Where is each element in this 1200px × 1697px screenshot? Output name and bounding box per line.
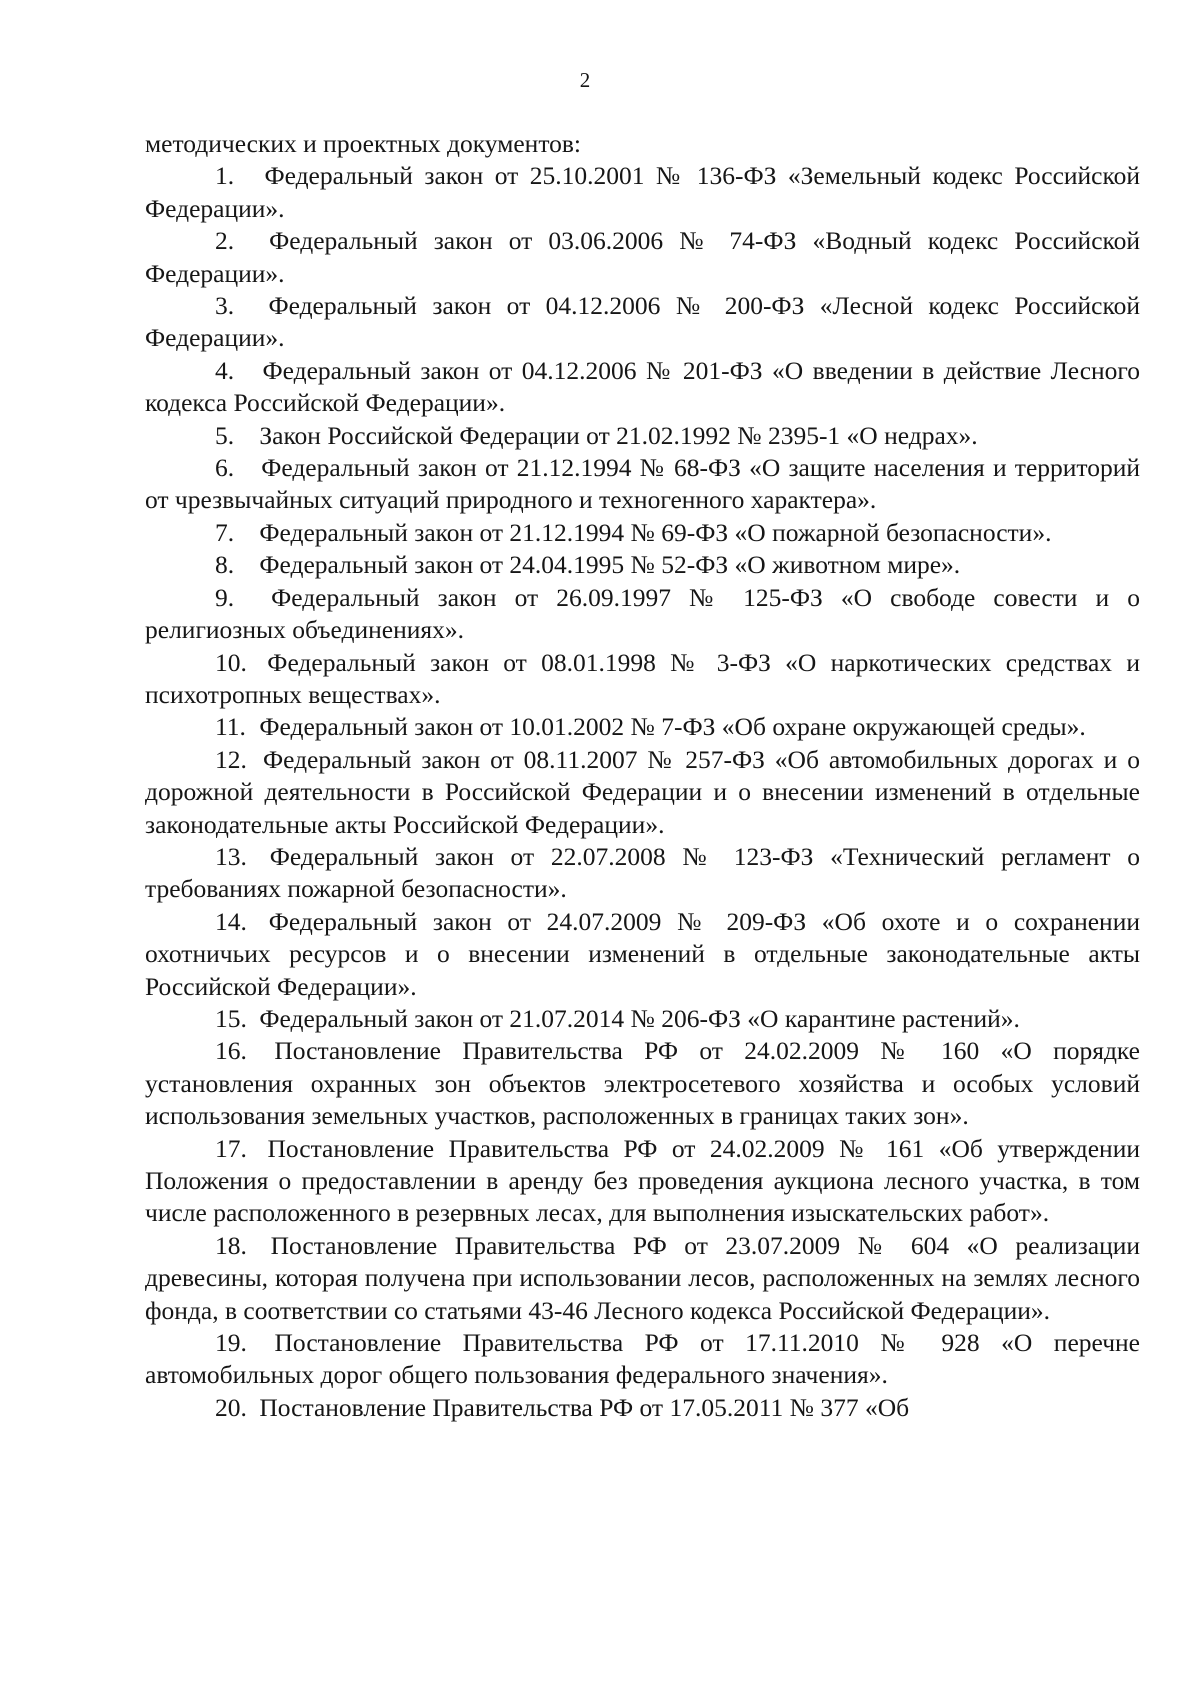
item-text: Федеральный закон от 22.07.2008 № 123-ФЗ «Технический регламент о требованиях пожарной безопасности». xyxy=(145,841,1141,904)
list-item-5 xyxy=(145,420,1140,452)
item-number: 19. xyxy=(215,1328,247,1358)
item-number: 5. xyxy=(215,420,235,450)
item-number: 6. xyxy=(215,453,235,483)
list-item-20 xyxy=(145,1392,1140,1424)
list-item-12 xyxy=(145,744,1140,841)
list-item-2 xyxy=(145,225,1140,290)
item-text: Федеральный закон от 04.12.2006 № 201-ФЗ «О введении в действие Лесного кодекса Российской Федерации». xyxy=(145,355,1140,418)
item-number: 15. xyxy=(215,1003,247,1033)
item-text: Федеральный закон от 08.01.1998 № 3-ФЗ «О наркотических средствах и психотропных веществах». xyxy=(145,647,1141,709)
item-number: 8. xyxy=(215,550,235,580)
item-number: 1. xyxy=(215,161,235,191)
item-text: Федеральный закон от 24.07.2009 № 209-ФЗ «Об охоте и о сохранении охотничьих ресурсов и о внесении изменений в отдельные законодательные акты Российской Федерации». xyxy=(145,906,1140,1001)
list-item-1 xyxy=(145,160,1140,225)
item-text: Федеральный закон от 26.09.1997 № 125-ФЗ «О свободе совести и о религиозных объединениях». xyxy=(145,582,1140,645)
intro-line: методических и проектных документов: xyxy=(145,129,582,158)
item-number: 14. xyxy=(215,906,247,936)
item-number: 3. xyxy=(215,291,235,321)
item-text: Федеральный закон от 21.12.1994 № 69-ФЗ «О пожарной безопасности». xyxy=(259,517,1052,547)
list-item-17 xyxy=(145,1133,1140,1230)
list-item-7 xyxy=(145,517,1140,549)
list-item-16 xyxy=(145,1035,1140,1132)
item-number: 18. xyxy=(215,1230,247,1260)
list-item-18 xyxy=(145,1230,1140,1327)
list-item-10 xyxy=(145,647,1140,712)
item-text: Федеральный закон от 25.10.2001 № 136-ФЗ «Земельный кодекс Российской Федерации». xyxy=(145,161,1140,223)
item-text: Федеральный закон от 08.11.2007 № 257-ФЗ «Об автомобильных дорогах и о дорожной деятельности в Российской Федерации и о внесении изменений в отдельные законодательные акты Российской Федерации». xyxy=(145,744,1141,839)
item-text: Федеральный закон от 03.06.2006 № 74-ФЗ «Водный кодекс Российской Федерации». xyxy=(145,226,1141,288)
list-item-11 xyxy=(145,711,1140,743)
item-text: Постановление Правительства РФ от 24.02.2009 № 161 «Об утверждении Положения о предоставлении в аренду без проведения аукциона лесного участка, в том числе расположенного в резервных лесах, для выполнения изыскательских работ». xyxy=(145,1133,1140,1228)
list-item-6 xyxy=(145,452,1140,517)
item-text: Постановление Правительства РФ от 23.07.2009 № 604 «О реализации древесины, которая получена при использовании лесов, расположенных на землях лесного фонда, в соответствии со статьями 43-46 Лесного кодекса Российской Федерации». xyxy=(145,1230,1141,1325)
item-text: Федеральный закон от 21.07.2014 № 206-ФЗ «О карантине растений». xyxy=(259,1003,1020,1033)
list-item-4 xyxy=(145,355,1140,420)
item-text: Закон Российской Федерации от 21.02.1992 № 2395-1 «О недрах». xyxy=(259,420,978,450)
item-number: 11. xyxy=(215,712,246,742)
item-text: Федеральный закон от 24.04.1995 № 52-ФЗ «О животном мире». xyxy=(259,550,961,580)
item-text: Постановление Правительства РФ от 17.11.2010 № 928 «О перечне автомобильных дорог общего пользования федерального значения». xyxy=(145,1328,1140,1390)
item-number: 16. xyxy=(215,1036,247,1066)
item-number: 7. xyxy=(215,517,235,547)
item-number: 17. xyxy=(215,1133,247,1163)
list-item-8 xyxy=(145,549,1140,581)
list-item-15 xyxy=(145,1003,1140,1035)
list-item-19 xyxy=(145,1327,1140,1392)
item-text: Федеральный закон от 10.01.2002 № 7-ФЗ «Об охране окружающей среды». xyxy=(259,712,1086,742)
list-item-13 xyxy=(145,841,1140,906)
item-number: 4. xyxy=(215,355,235,385)
page-number: 2 xyxy=(579,68,591,92)
item-text: Федеральный закон от 21.12.1994 № 68-ФЗ «О защите населения и территорий от чрезвычайных ситуаций природного и техногенного характера». xyxy=(145,453,1141,515)
item-text: Постановление Правительства РФ от 17.05.2011 № 377 «Об xyxy=(259,1392,910,1422)
item-number: 13. xyxy=(215,841,247,871)
document-body xyxy=(145,128,1140,1424)
item-number: 10. xyxy=(215,647,247,677)
item-text: Постановление Правительства РФ от 24.02.2009 № 160 «О порядке установления охранных зон объектов электросетевого хозяйства и особых условий использования земельных участков, расположенных в границах таких зон». xyxy=(145,1036,1141,1131)
item-number: 2. xyxy=(215,226,235,256)
item-text: Федеральный закон от 04.12.2006 № 200-ФЗ «Лесной кодекс Российской Федерации». xyxy=(145,291,1140,353)
list-item-9 xyxy=(145,582,1140,647)
item-number: 20. xyxy=(215,1392,247,1422)
list-item-14 xyxy=(145,906,1140,1003)
list-item-3 xyxy=(145,290,1140,355)
item-number: 12. xyxy=(215,744,247,774)
item-number: 9. xyxy=(215,582,235,612)
